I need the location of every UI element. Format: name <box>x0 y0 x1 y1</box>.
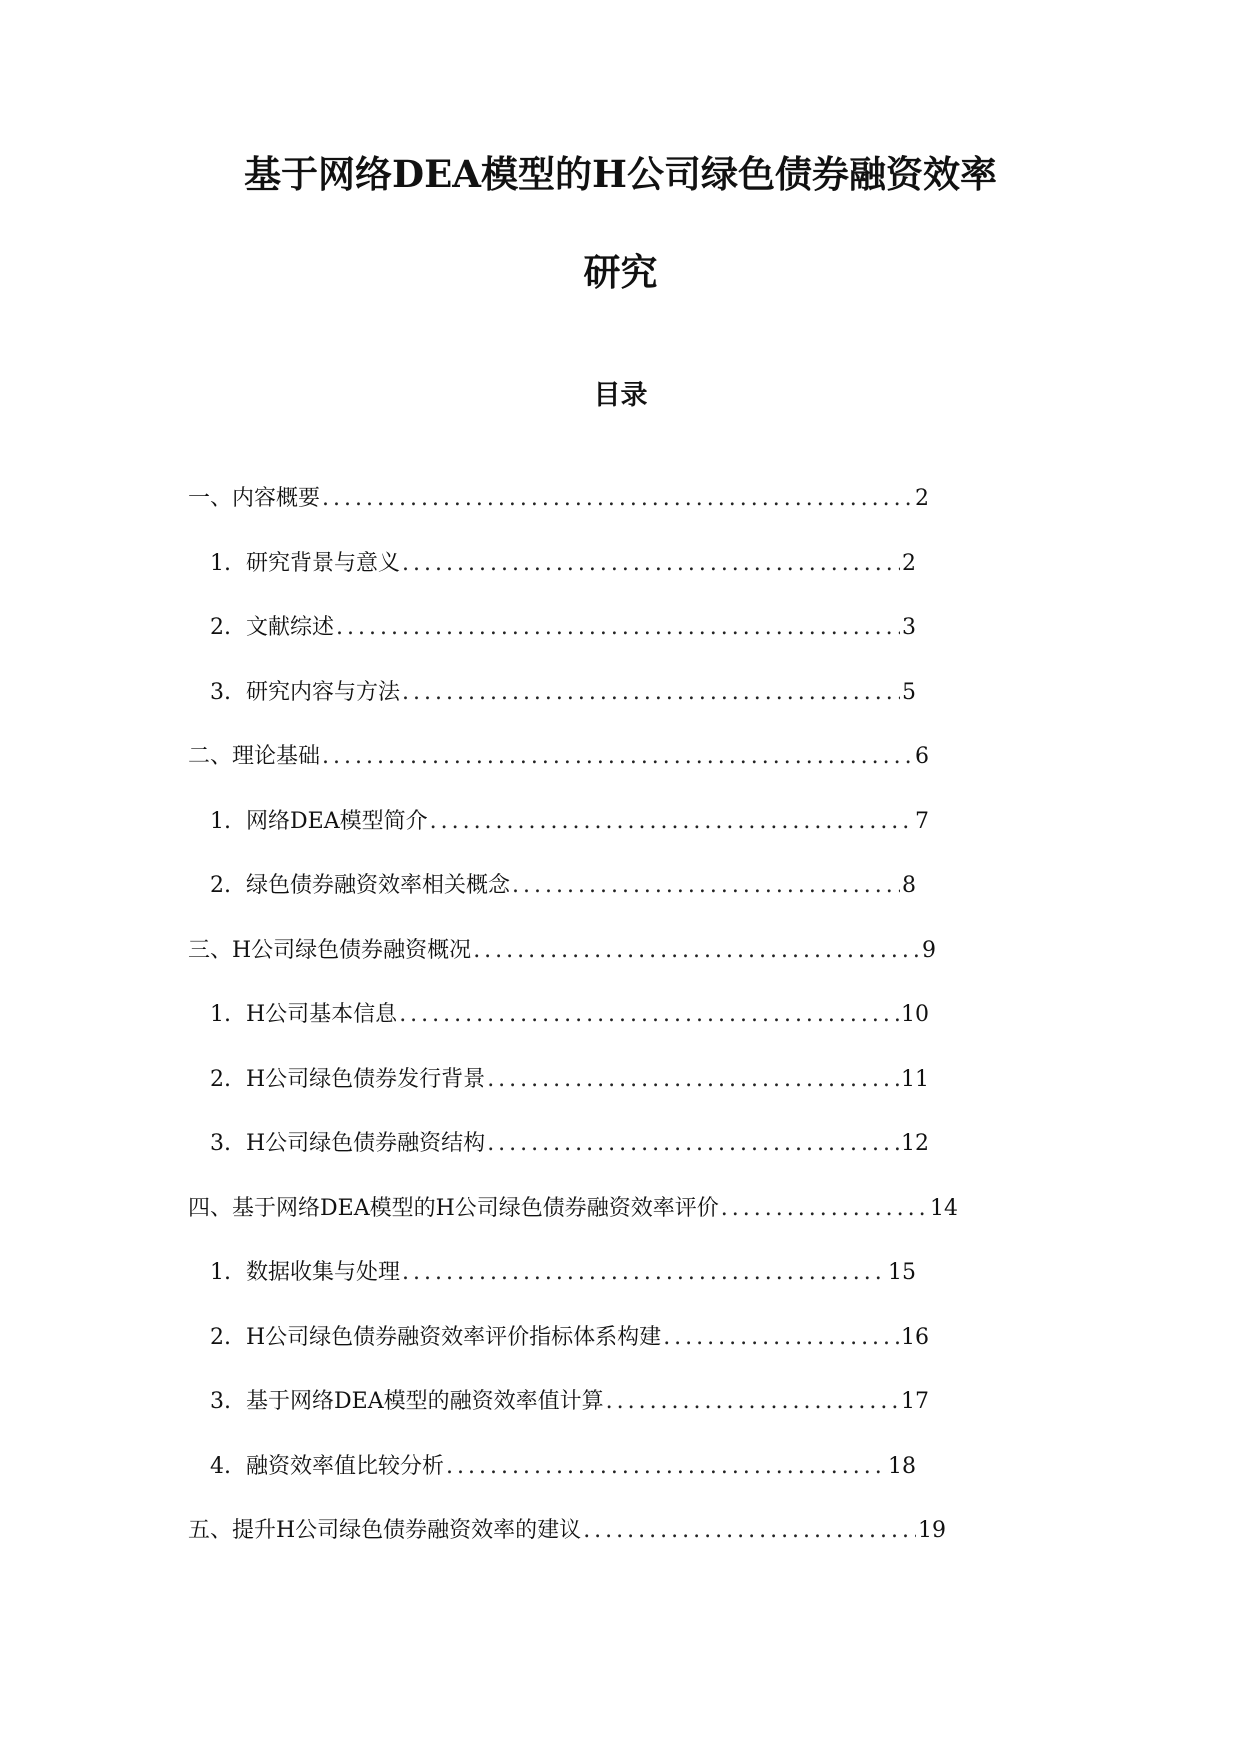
toc-leader-dots <box>663 1323 899 1353</box>
toc-entry-number: 3. <box>210 680 231 705</box>
toc-entry-chapter[interactable] <box>188 1516 946 1546</box>
toc-entry-section[interactable] <box>210 613 916 643</box>
toc-entry-page-number: 2 <box>902 551 916 576</box>
toc-entry-number: 3. <box>210 1131 231 1156</box>
toc-entry-page-number: 6 <box>915 744 929 769</box>
toc-leader-dots <box>721 1194 928 1224</box>
toc-entry-chapter[interactable] <box>188 484 929 514</box>
toc-entry-section[interactable] <box>210 1258 916 1288</box>
toc-entry-number: 3. <box>210 1389 231 1414</box>
toc-entry-title: 五、提升H公司绿色债券融资效率的建议 <box>188 1518 582 1543</box>
toc-entry-section[interactable] <box>210 549 916 579</box>
toc-entry-title: 三、H公司绿色债券融资概况 <box>188 938 472 963</box>
toc-entry-number: 2. <box>210 1325 231 1350</box>
toc-entry-page-number: 3 <box>902 615 916 640</box>
toc-entry-section[interactable] <box>210 1323 929 1353</box>
toc-leader-dots <box>606 1387 899 1417</box>
toc-entry-title: 四、基于网络DEA模型的H公司绿色债券融资效率评价 <box>188 1196 719 1221</box>
toc-leader-dots <box>402 678 900 708</box>
toc-entry-page-number: 18 <box>888 1454 916 1479</box>
toc-entry-section[interactable] <box>210 807 929 837</box>
toc-entry-page-number: 8 <box>902 873 916 898</box>
toc-entry-page-number: 7 <box>915 809 929 834</box>
toc-leader-dots <box>487 1065 899 1095</box>
toc-leader-dots <box>336 613 900 643</box>
toc-entry-page-number: 12 <box>901 1131 929 1156</box>
toc-leader-dots <box>473 936 920 966</box>
toc-leader-dots <box>446 1452 886 1482</box>
toc-entry-page-number: 10 <box>901 1002 929 1027</box>
toc-entry-section[interactable] <box>210 871 916 901</box>
toc-entry-page-number: 11 <box>901 1067 929 1092</box>
toc-entry-chapter[interactable] <box>188 1194 958 1224</box>
toc-entry-page-number: 9 <box>922 938 936 963</box>
toc-entry-title: 数据收集与处理 <box>246 1260 401 1285</box>
toc-entry-page-number: 2 <box>915 486 929 511</box>
toc-leader-dots <box>512 871 900 901</box>
toc-entry-title: 一、内容概要 <box>188 486 321 511</box>
toc-leader-dots <box>583 1516 916 1546</box>
toc-entry-page-number: 16 <box>901 1325 929 1350</box>
toc-entry-number: 1. <box>210 551 231 576</box>
toc-entry-chapter[interactable] <box>188 936 936 966</box>
toc-entry-section[interactable] <box>210 1452 916 1482</box>
toc-entry-page-number: 15 <box>888 1260 916 1285</box>
toc-entry-number: 2. <box>210 873 231 898</box>
toc-leader-dots <box>399 1000 899 1030</box>
toc-entry-title: 文献综述 <box>246 615 335 640</box>
toc-entry-title: 研究背景与意义 <box>246 551 401 576</box>
toc-entry-title: H公司绿色债券融资效率评价指标体系构建 <box>246 1325 662 1350</box>
toc-entry-page-number: 5 <box>902 680 916 705</box>
toc-heading: 目录 <box>593 380 648 411</box>
toc-entry-section[interactable] <box>210 1000 929 1030</box>
toc-entry-title: 基于网络DEA模型的融资效率值计算 <box>246 1389 604 1414</box>
toc-leader-dots <box>402 549 900 579</box>
toc-entry-number: 1. <box>210 1260 231 1285</box>
toc-entry-title: 二、理论基础 <box>188 744 321 769</box>
document-title-line-1: 基于网络DEA模型的H公司绿色债券融资效率 <box>244 152 997 196</box>
toc-leader-dots <box>430 807 913 837</box>
toc-entry-section[interactable] <box>210 1129 929 1159</box>
toc-leader-dots <box>322 484 913 514</box>
toc-entry-number: 2. <box>210 615 231 640</box>
toc-entry-section[interactable] <box>210 678 916 708</box>
toc-entry-number: 4. <box>210 1454 231 1479</box>
toc-entry-title: 研究内容与方法 <box>246 680 401 705</box>
toc-leader-dots <box>487 1129 899 1159</box>
toc-entry-page-number: 17 <box>901 1389 929 1414</box>
toc-entry-number: 2. <box>210 1067 231 1092</box>
toc-leader-dots <box>402 1258 886 1288</box>
toc-entry-section[interactable] <box>210 1065 929 1095</box>
toc-entry-title: 网络DEA模型简介 <box>246 809 428 834</box>
toc-entry-title: H公司基本信息 <box>246 1002 398 1027</box>
toc-entry-title: H公司绿色债券发行背景 <box>246 1067 486 1092</box>
toc-entry-page-number: 19 <box>918 1518 946 1543</box>
toc-entry-chapter[interactable] <box>188 742 929 772</box>
toc-entry-number: 1. <box>210 809 231 834</box>
toc-entry-title: 融资效率值比较分析 <box>246 1454 445 1479</box>
toc-leader-dots <box>322 742 913 772</box>
toc-entry-section[interactable] <box>210 1387 929 1417</box>
toc-entry-title: 绿色债券融资效率相关概念 <box>246 873 511 898</box>
toc-entry-number: 1. <box>210 1002 231 1027</box>
toc-entry-page-number: 14 <box>930 1196 958 1221</box>
document-title-line-2: 研究 <box>583 250 658 294</box>
toc-entry-title: H公司绿色债券融资结构 <box>246 1131 486 1156</box>
